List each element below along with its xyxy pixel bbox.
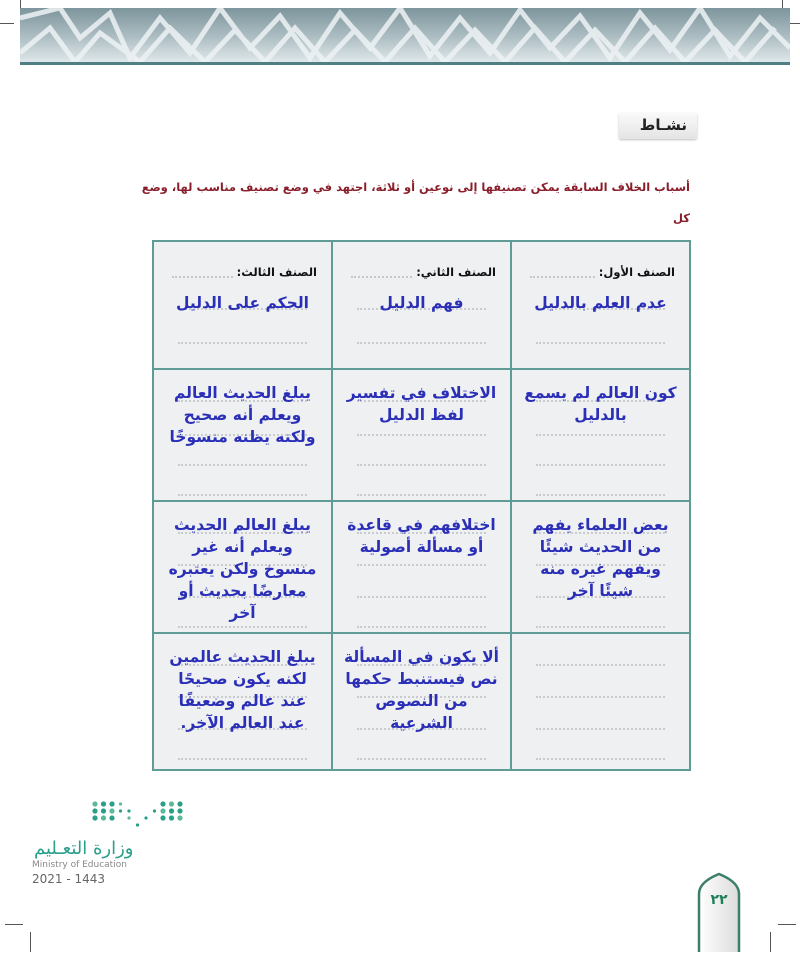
geometric-pattern-icon [20, 8, 790, 62]
page-number: ٢٢ [710, 892, 728, 908]
answer-text[interactable]: عدم العلم بالدليل [534, 294, 667, 312]
dotted-line [536, 728, 665, 730]
ministry-name-en: Ministry of Education [32, 860, 127, 870]
dotted-line [357, 434, 486, 436]
dotted-line [178, 758, 307, 760]
answer-text[interactable]: ألا يكون في المسألة نص فيستنبط حكمها من النصوص الشرعية [344, 648, 499, 732]
instructions-line: أسباب الخلاف السابقة يمكن تصنيفها إلى نوعين أو ثلاثة، اجتهد في وضع تصنيف مناسب لها، وضع كل [141, 180, 690, 225]
answer-text[interactable]: الاختلاف في تفسير لفظ الدليل [346, 384, 497, 424]
logo-dot [109, 801, 114, 806]
logo-dot [101, 815, 106, 820]
category-label: الصنف الأول: [598, 265, 675, 279]
dotted-line [357, 596, 486, 598]
logo-dot [127, 816, 130, 819]
logo-dot [160, 815, 165, 820]
table-cell [510, 242, 689, 370]
activity-badge [582, 113, 697, 139]
dotted-line [357, 464, 486, 466]
logo-dot [177, 808, 182, 813]
category-label: الصنف الثالث: [236, 265, 317, 279]
answer-text[interactable]: يبلغ الحديث العالم ويعلم أنه صحيح ولكنه يظنه منسوخًا [169, 384, 316, 446]
table-cell [154, 242, 331, 370]
logo-dot [169, 815, 174, 820]
table-cell [154, 634, 331, 769]
crop-mark [5, 924, 23, 925]
logo-dot [109, 815, 114, 820]
logo-dot [144, 816, 147, 819]
dotted-line [357, 758, 486, 760]
answer-text[interactable]: الحكم على الدليل [176, 294, 309, 312]
dotted-line [536, 758, 665, 760]
answer-text[interactable]: فهم الدليل [379, 294, 464, 312]
logo-dot [92, 815, 97, 820]
logo-dot [101, 801, 106, 806]
logo-dot [136, 823, 139, 826]
answer-text[interactable]: يبلغ الحديث عالمين لكنه يكون صحيحًا عند عالم وضعيفًا عند العالم الآخر. [169, 648, 316, 732]
activity-label-box [619, 113, 697, 139]
answer-text[interactable]: كون العالم لم يسمع بالدليل [524, 384, 677, 424]
classification-table [152, 240, 691, 771]
dotted-line [357, 494, 486, 496]
table-cell [331, 242, 510, 370]
crop-mark [20, 0, 21, 8]
table-cell [331, 502, 510, 634]
dotted-line [536, 664, 665, 666]
answer-text[interactable]: يبلغ العالم الحديث ويعلم أنه غير منسوخ ولكن يعتبره معارضًا بحديث أو آخر [168, 516, 317, 622]
crop-mark [0, 23, 14, 24]
logo-dot [169, 808, 174, 813]
logo-dot [177, 815, 182, 820]
logo-dot [127, 809, 130, 812]
category-label: الصنف الثاني: [416, 265, 496, 279]
logo-dot [160, 808, 165, 813]
crop-mark [770, 932, 771, 952]
table-cell [154, 502, 331, 634]
dotted-line [178, 626, 307, 628]
activity-title: نشـاط [639, 116, 687, 134]
dotted-line [536, 696, 665, 698]
decorative-banner [20, 8, 790, 62]
ministry-name-ar: وزارة التعـليم [34, 838, 134, 859]
table-cell [331, 634, 510, 769]
logo-dot [92, 801, 97, 806]
dotted-line [357, 564, 486, 566]
ministry-logo [30, 800, 190, 890]
table-cell [510, 634, 689, 769]
dotted-line [536, 434, 665, 436]
page-number-badge [697, 872, 741, 952]
writing-lines [526, 634, 675, 769]
logo-dot [177, 801, 182, 806]
answer-text[interactable]: اختلافهم في قاعدة أو مسألة أصولية [347, 516, 496, 556]
logo-dot [169, 801, 174, 806]
logo-dot [101, 808, 106, 813]
crop-mark [778, 924, 796, 925]
table-cell [510, 502, 689, 634]
logo-dot [119, 809, 122, 812]
dotted-line [357, 626, 486, 628]
dotted-line [536, 342, 665, 344]
ministry-dots-icon [90, 800, 185, 830]
table-cell [331, 370, 510, 502]
crop-mark [30, 932, 31, 952]
dotted-line [178, 494, 307, 496]
answer-text[interactable]: بعض العلماء يفهم من الحديث شيئًا ويفهم غيره منه شيئًا آخر [532, 516, 669, 600]
dotted-line [357, 342, 486, 344]
arch-icon [697, 872, 741, 952]
logo-dot [160, 801, 165, 806]
table-cell [154, 370, 331, 502]
logo-dot [109, 808, 114, 813]
logo-dot [92, 808, 97, 813]
logo-dot [153, 809, 156, 812]
table-cell [510, 370, 689, 502]
dotted-line [536, 464, 665, 466]
edition-year: 2021 - 1443 [32, 872, 106, 886]
banner-rule [20, 62, 790, 65]
dotted-line [178, 464, 307, 466]
crop-mark [782, 0, 783, 8]
dotted-line [536, 494, 665, 496]
logo-dot [119, 802, 122, 805]
dotted-line [178, 342, 307, 344]
dotted-line [536, 626, 665, 628]
